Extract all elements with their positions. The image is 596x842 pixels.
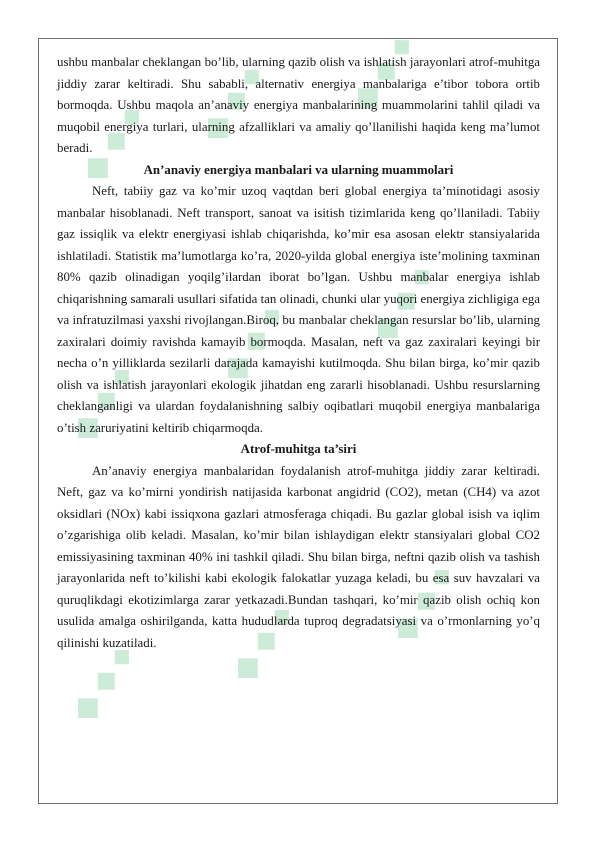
paragraph-traditional-energy: Neft, tabiiy gaz va ko’mir uzoq vaqtdan beri global energiya ta’minotidagi asosiy manbalar hisoblanadi. Neft transport, sanoat va isitish tizimlarida keng qo’llaniladi. Tabiiy gaz issiqlik va elektr energiyasi ishlab chiqarishda, ko’mir esa asosan elektr stansiyalarida ishlatiladi. Statistik ma’lumotlarga ko’ra, 2020-yilda global energiya iste’molining taxminan 80% qazib olinadigan yoqilg’ilardan iborat bo’lgan. Ushbu manbalar energiya ishlab chiqarishning samarali usullari sifatida tan olinadi, chunki ular yuqori energiya zichligiga ega va infratuzilmasi yaxshi rivojlangan.Biroq, bu manbalar cheklangan resurslar bo’lib, ularning zaxiralari doimiy ravishda kamayib bormoqda. Masalan, neft va gaz zaxiralari keyingi bir necha o’n yilliklarda sezilarli darajada kamayishi kutilmoqda. Shu bilan birga, ko’mir qazib olish va ishlatish jarayonlari ekologik jihatdan eng zararli hisoblanadi. Ushbu resurslarning cheklanganligi va ulardan foydalanishning salbiy oqibatlari muqobil energiya manbalariga o’tish zaruriyatini keltirib chiqarmoqda.	[57, 184, 540, 435]
heading-traditional-energy: An’anaviy energiya manbalari va ularning muammolari	[143, 162, 454, 177]
paragraph-intro: ushbu manbalar cheklangan bo’lib, ularning qazib olish va ishlatish jarayonlari atrof-muhitga jiddiy zarar keltiradi. Shu sababli, alternativ energiya manbalariga e’tibor tobora ortib bormoqda. Ushbu maqola an’anaviy energiya manbalarining muammolarini tahlil qiladi va muqobil energiya turlari, ularning afzalliklari va amaliy qo’llanilishi haqida keng ma’lumot beradi.	[57, 55, 540, 155]
heading-environmental-impact: Atrof-muhitga ta’siri	[240, 442, 357, 456]
paragraph-environmental-impact: An’anaviy energiya manbalaridan foydalanish atrof-muhitga jiddiy zarar keltiradi. Neft, gaz va ko’mirni yondirish natijasida karbonat angidrid (CO2), metan (CH4) va azot oksidlari (NOx) kabi issiqxona gazlari atmosferaga chiqadi. Bu gazlar global isish va iqlim o’zgarishiga olib keladi. Masalan, ko’mir bilan ishlaydigan elektr stansiyalari global CO2 emissiyasining taxminan 40% ini tashkil qiladi. Shu bilan birga, neftni qazib olish va tashish jarayonlarida neft to’kilishi kabi ekologik falokatlar yuzaga keladi, bu esa suv havzalari va quruqlikdagi ekotizimlarga zarar yetkazadi.Bundan tashqari, ko’mir qazib olish ochiq kon usulida amalga oshirilganda, katta hududlarda tuproq degradatsiyasi va o’rmonlarning yo’q qilinishi kuzatiladi.	[57, 463, 540, 650]
document-body	[57, 52, 540, 654]
